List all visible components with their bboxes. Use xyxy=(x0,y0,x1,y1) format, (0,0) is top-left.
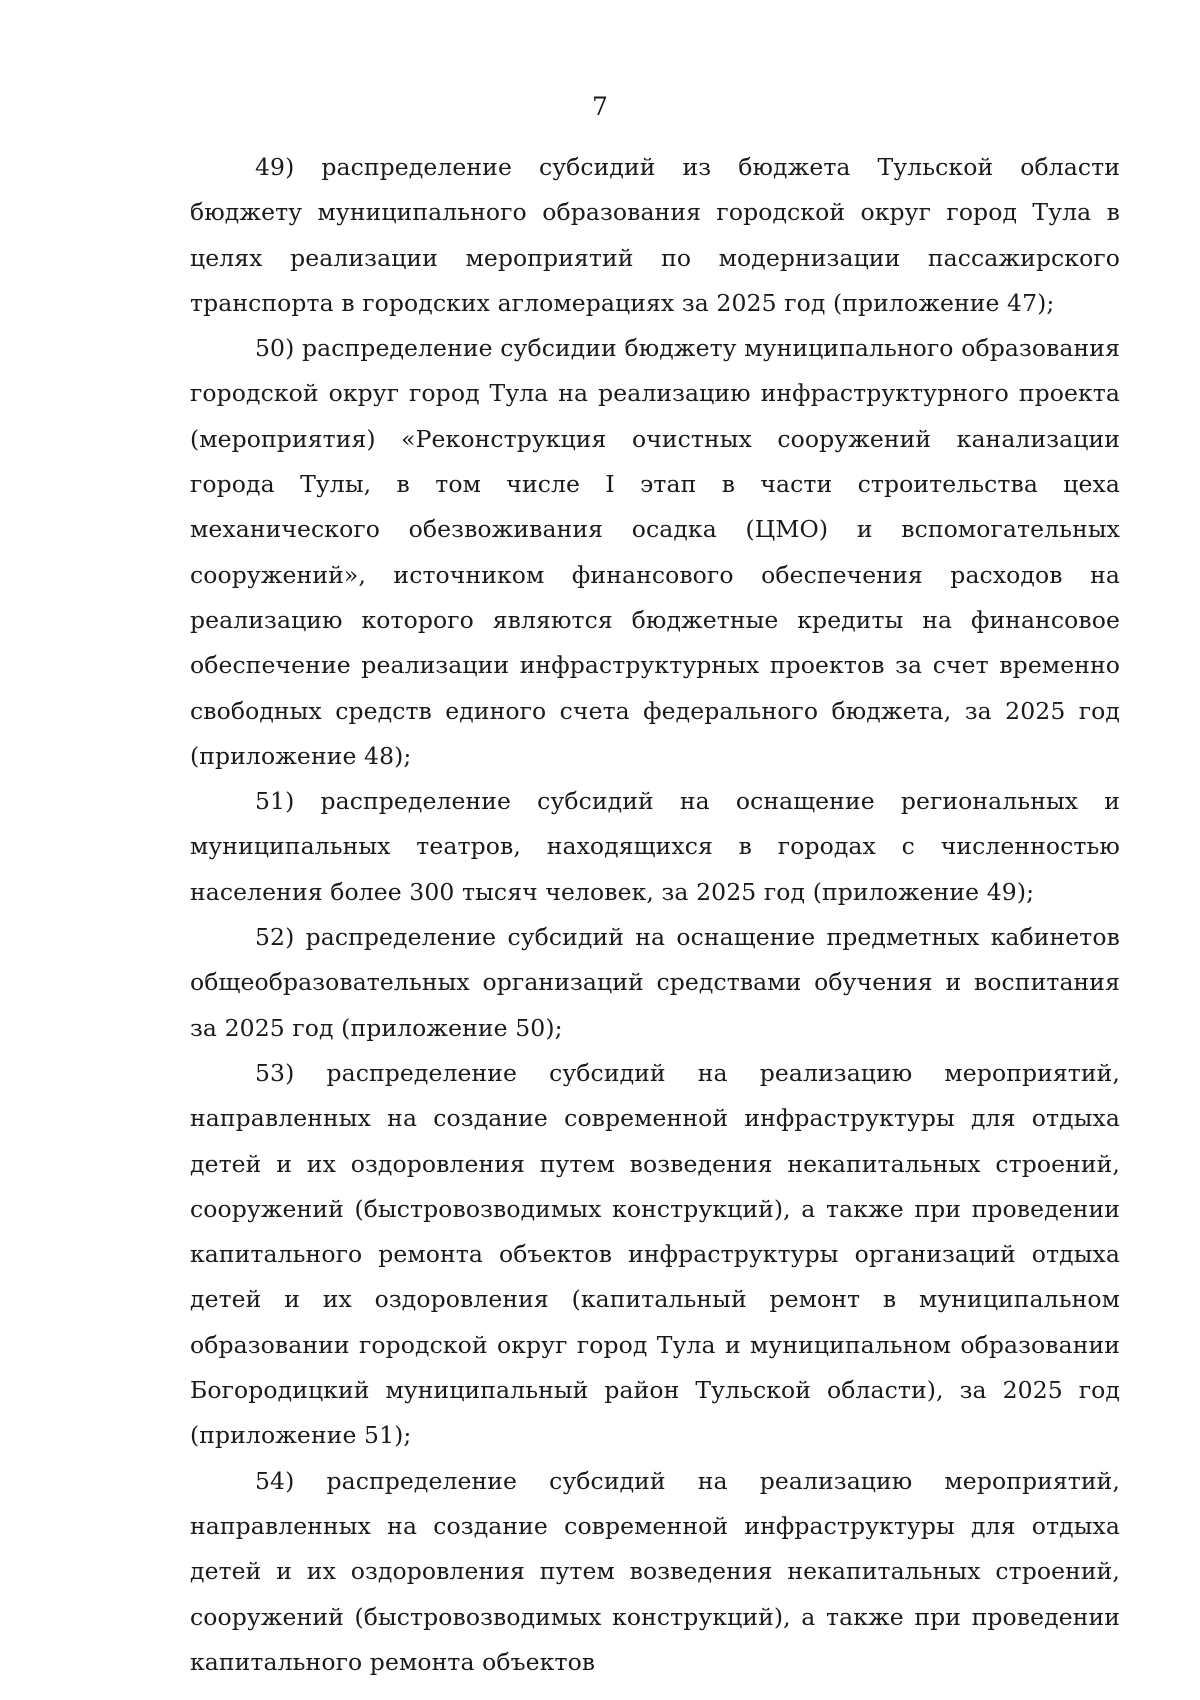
paragraph-50: 50) распределение субсидии бюджету муниципального образования городской округ город Тула на реализацию инфраструктурного проекта (мероприятия) «Реконструкция очистных сооружений канализации города Тулы, в том числе I этап в части строительства цеха механического обезвоживания осадка (ЦМО) и вспомогательных сооружений», источником финансового обеспечения расходов на реализацию которого являются бюджетные кредиты на финансовое обеспечение реализации инфраструктурных проектов за счет временно свободных средств единого счета федерального бюджета, за 2025 год (приложение 48); xyxy=(190,334,1120,770)
paragraph-49: 49) распределение субсидий из бюджета Тульской области бюджету муниципального образования городской округ город Тула в целях реализации мероприятий по модернизации пассажирского транспорта в городских агломерациях за 2025 год (приложение 47); xyxy=(190,153,1120,317)
paragraph-52: 52) распределение субсидий на оснащение предметных кабинетов общеобразовательных организаций средствами обучения и воспитания за 2025 год (приложение 50); xyxy=(190,923,1120,1042)
paragraph-54: 54) распределение субсидий на реализацию мероприятий, направленных на создание современной инфраструктуры для отдыха детей и их оздоровления путем возведения некапитальных строений, сооружений (быстровозводимых конструкций), а также при проведении капитального ремонта объектов xyxy=(190,1466,1120,1676)
paragraph-51: 51) распределение субсидий на оснащение региональных и муниципальных театров, находящихся в городах с численностью населения более 300 тысяч человек, за 2025 год (приложение 49); xyxy=(190,787,1120,906)
document-body xyxy=(190,145,1120,1685)
page-number: 7 xyxy=(592,92,608,121)
paragraph-53: 53) распределение субсидий на реализацию мероприятий, направленных на создание современной инфраструктуры для отдыха детей и их оздоровления путем возведения некапитальных строений, сооружений (быстровозводимых конструкций), а также при проведении капитального ремонта объектов инфраструктуры организаций отдыха детей и их оздоровления (капитальный ремонт в муниципальном образовании городской округ город Тула и муниципальном образовании Богородицкий муниципальный район Тульской области), за 2025 год (приложение 51); xyxy=(190,1058,1120,1450)
